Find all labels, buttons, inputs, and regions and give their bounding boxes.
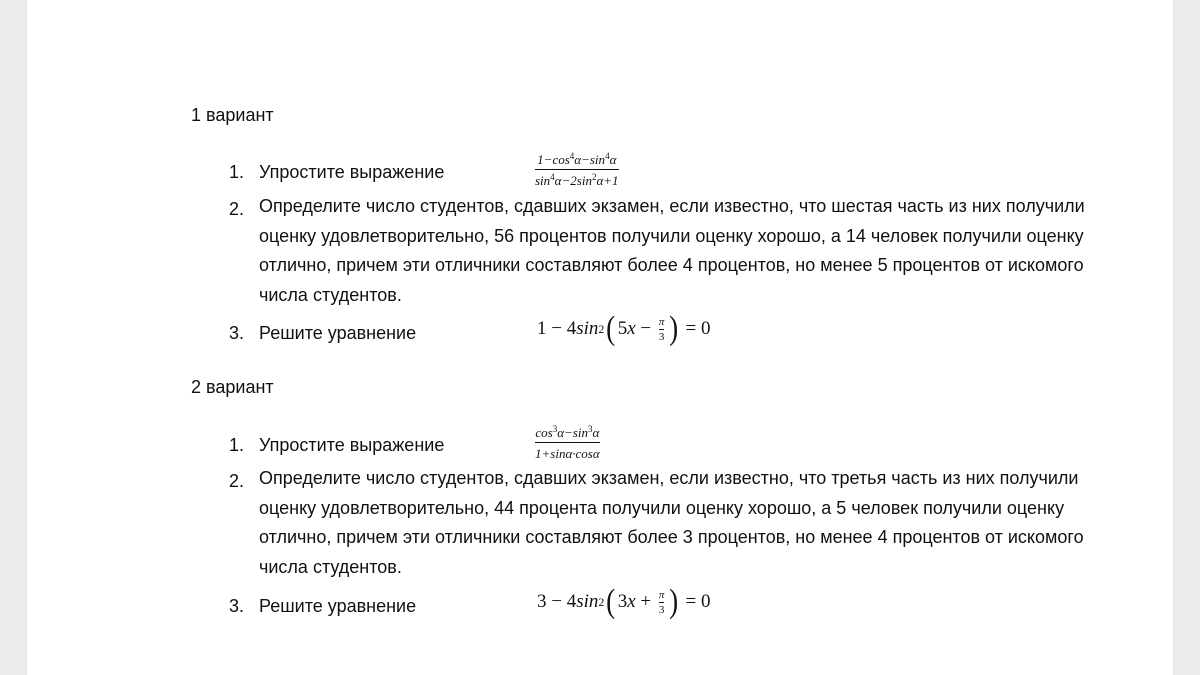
fraction-bar bbox=[535, 169, 619, 170]
v1-task2-number: 2. bbox=[228, 199, 244, 219]
v1-task3-label: Решите уравнение bbox=[259, 323, 417, 343]
v1-task1-expression bbox=[535, 152, 619, 188]
v1-task1-numerator: $1-\cos^4\alpha-\sin^4\alpha$ bbox=[537, 151, 617, 167]
v2-task1-expression bbox=[535, 425, 600, 461]
v1-task3-number: 3. bbox=[228, 323, 244, 343]
fraction-bar bbox=[535, 442, 600, 443]
v1-task1-denominator: $\sin^4\alpha-2\sin^2\alpha+1$ bbox=[535, 172, 619, 188]
v2-task2-text: Определите число студентов, сдавших экзамен, если известно, что третья часть из них получили оценку удовлетворительно, 44 процента получили оценку хорошо, а 5 человек получили оценку отлично, причем эти отличники составляют более 3 процентов, но менее 4 процентов от искомого числа студентов. bbox=[259, 468, 1084, 577]
v2-task3-number: 3. bbox=[228, 596, 244, 616]
variant-1-title: 1 вариант bbox=[191, 105, 274, 125]
v2-task1-label: Упростите выражение bbox=[259, 435, 445, 455]
v2-task3-label: Решите уравнение bbox=[259, 596, 417, 616]
v2-task3-equation: 3 − 4 sin 2 ( 3 x + $\frac{\pi}{3}$ ) = 0 bbox=[537, 583, 711, 620]
variant-2-title: 2 вариант bbox=[191, 377, 274, 397]
v2-task1-number: 1. bbox=[228, 435, 244, 455]
v2-task2-number: 2. bbox=[228, 471, 244, 491]
v2-task1-numerator: $\cos^3\alpha-\sin^3\alpha$ bbox=[535, 424, 600, 440]
v1-task2-text: Определите число студентов, сдавших экзамен, если известно, что шестая часть из них получили оценку удовлетворительно, 56 процентов получили оценку хорошо, а 14 человек получили оценку отлично, причем эти отличники составляют более 4 процентов, но менее 5 процентов от искомого числа студентов. bbox=[259, 196, 1085, 305]
v1-task1-label: Упростите выражение bbox=[259, 162, 445, 182]
v2-task1-denominator: 1+sinα·cosα bbox=[535, 446, 600, 461]
document-page bbox=[27, 0, 1173, 675]
v1-task3-equation: 1 − 4 sin 2 ( 5 x − $\frac{\pi}{3}$ ) = 0 bbox=[537, 310, 711, 347]
v1-task1-number: 1. bbox=[228, 162, 244, 182]
